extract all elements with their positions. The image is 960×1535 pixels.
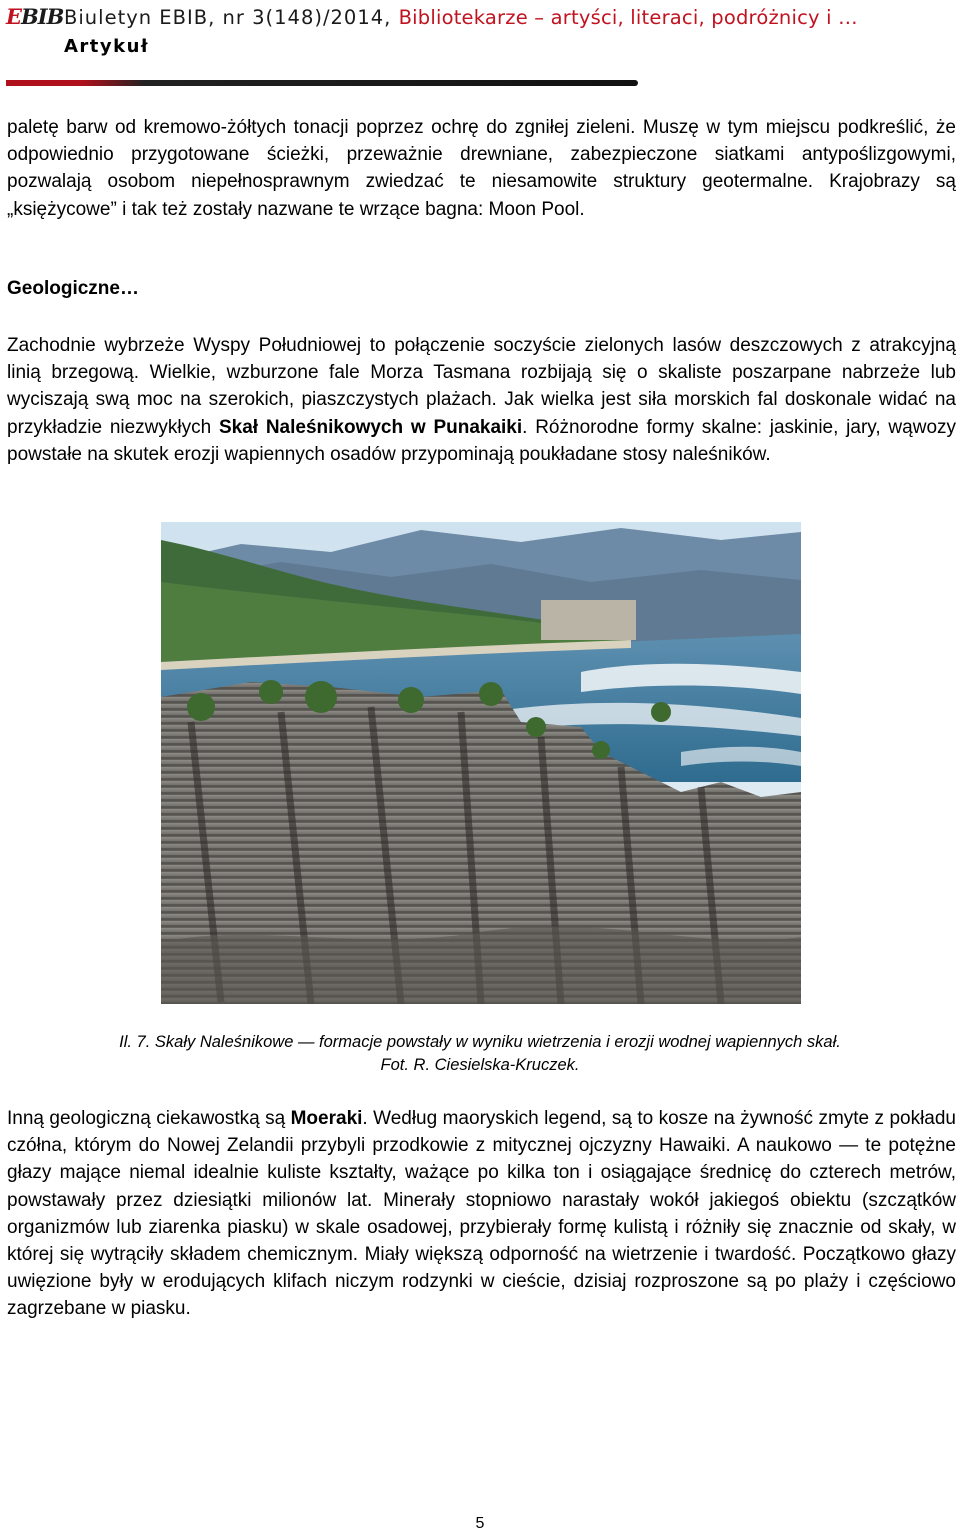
geology-paragraph bbox=[7, 332, 956, 468]
header-rule bbox=[6, 80, 638, 86]
intro-paragraph: paletę barw od kremowo-żółtych tonacji poprzez ochrę do zgniłej zieleni. Muszę w tym miejscu podkreślić, że odpowiednio przygotowane ścieżki, przeważnie drewniane, zabezpieczone siatkami antypoślizgowymi, pozwalają osobom niepełnosprawnym zwiedzać te niesamowite struktury geotermalne. Krajobrazy są „księżycowe” i tak też zostały nazwane te wrzące bagna: Moon Pool. bbox=[7, 117, 956, 220]
ebib-logo bbox=[6, 4, 63, 29]
figure-caption bbox=[0, 1031, 960, 1077]
moeraki-text-2: . Według maoryskich legend, są to kosze na żywność zmyte z pokładu czółna, którym do Nowej Zelandii przybyli przodkowie z mitycznej ojczyzny Hawaiki. A naukowo — te potężne głazy mające niemal idealnie kuliste kształty, ważące po kilka ton i osiągające średnicę do czterech metrów, powstawały przez dziesiątki milionów lat. Minerały stopniowo narastały wokół jakiegoś obiektu (szczątków organizmów lub ziarenka piasku) w skale osadowej, przybierały formę kulistą i różniły się znacznie od skały, w której się wytrąciły składem chemicznym. Miały większą odporność na wietrzenie i twardość. Początkowo głazy uwięzione były w erodujących klifach niczym rodzynki w cieście, dzisiaj rozproszone są po plaży i częściowo zagrzebane w piasku. bbox=[7, 1108, 956, 1320]
moeraki-text-1: Inną geologiczną ciekawostką są bbox=[7, 1108, 291, 1129]
page-number: 5 bbox=[475, 1515, 485, 1532]
geology-text-1: Zachodnie wybrzeże Wyspy Południowej to połączenie soczyście zielonych lasów deszczowych z atrakcyjną linią brzegową. Wielkie, wzburzone fale Morza Tasmana rozbijają się o skaliste poszarpane nabrzeże lub wyciszają swą moc na szerokich, piaszczystych plażach. Jak wielka jest siła morskich fal doskonale widać na przykładzie niezwykłych bbox=[7, 335, 956, 438]
page-header bbox=[6, 2, 954, 88]
moeraki-paragraph bbox=[7, 1105, 956, 1323]
bulletin-topic: Bibliotekarze – artyści, literaci, podróżnicy i … bbox=[398, 6, 858, 29]
geology-text-2: . Różnorodne formy skalne: jaskinie, jary, wąwozy powstałe na skutek erozji wapiennych osadów przypominają poukładane stosy naleśników. bbox=[7, 416, 957, 465]
bulletin-issue: Biuletyn EBIB, nr 3(148)/2014, bbox=[64, 6, 392, 29]
moeraki-bold-term: Moeraki bbox=[290, 1108, 363, 1129]
section-label: Artykuł bbox=[64, 36, 150, 57]
photo-credit: Fot. R. Ciesielska-Kruczek. bbox=[380, 1056, 580, 1074]
section-heading: Geologiczne… bbox=[7, 278, 139, 299]
caption-line: Il. 7. Skały Naleśnikowe — formacje powstały w wyniku wietrzenia i erozji wodnej wapiennych skał. bbox=[119, 1033, 841, 1051]
logo-letter-e: E bbox=[6, 4, 22, 29]
geology-bold-term: Skał Naleśnikowych w Punakaiki bbox=[218, 416, 523, 438]
logo-letters: BIB bbox=[21, 4, 64, 29]
pancake-rocks-photo bbox=[161, 522, 801, 1004]
bulletin-title bbox=[64, 6, 858, 29]
